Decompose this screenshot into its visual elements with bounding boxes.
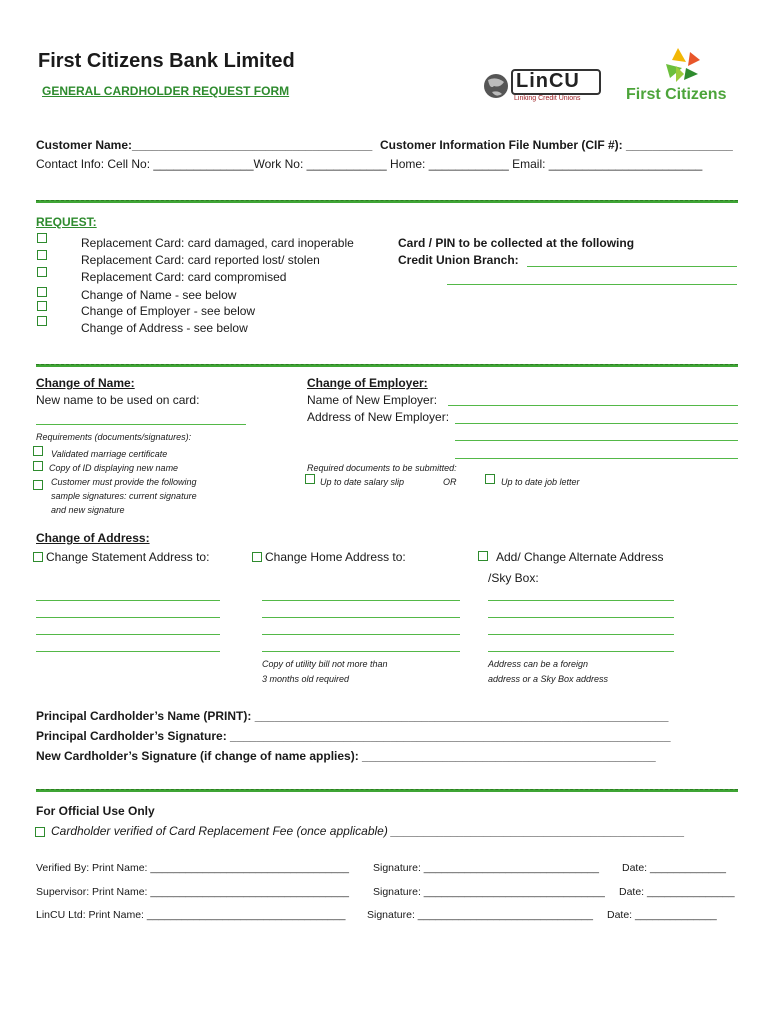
home-address-line[interactable] <box>262 600 460 601</box>
home-address-checkbox[interactable] <box>252 552 262 562</box>
lincu-logo <box>482 66 604 106</box>
salary-slip-checkbox[interactable] <box>305 474 315 484</box>
lincu-signature[interactable]: Signature: ______________________________ <box>367 909 593 921</box>
home-address-line[interactable] <box>262 634 460 635</box>
request-checkbox[interactable] <box>37 250 47 260</box>
contact-info-field[interactable]: Contact Info: Cell No: _______________Work No: ____________ Home: ____________ Email: _______________________ <box>36 157 703 171</box>
statement-address-line[interactable] <box>36 600 220 601</box>
home-address-line[interactable] <box>262 651 460 652</box>
employer-docs-label: Required documents to be submitted: <box>307 463 457 473</box>
statement-address-option[interactable] <box>33 550 209 564</box>
address-change-heading: Change of Address: <box>36 531 150 545</box>
lincu-wordmark: LinCU <box>516 70 580 92</box>
lincu-date[interactable]: Date: ______________ <box>607 909 717 921</box>
statement-address-line[interactable] <box>36 617 220 618</box>
request-option: Replacement Card: card reported lost/ stolen <box>81 253 320 267</box>
supervisor-field[interactable]: Supervisor: Print Name: __________________________________ <box>36 886 349 898</box>
alternate-address-label-cont: /Sky Box: <box>488 571 539 585</box>
employer-change-heading: Change of Employer: <box>307 376 428 390</box>
requirement-checkbox[interactable] <box>33 461 43 471</box>
new-name-label: New name to be used on card: <box>36 393 200 407</box>
first-citizens-wordmark: First Citizens <box>626 86 727 103</box>
form-title: GENERAL CARDHOLDER REQUEST FORM <box>42 84 290 98</box>
or-label: OR <box>443 477 457 487</box>
lincu-field[interactable]: LinCU Ltd: Print Name: __________________________________ <box>36 909 346 921</box>
salary-slip-label: Up to date salary slip <box>320 477 405 487</box>
supervisor-date[interactable]: Date: _______________ <box>619 886 735 898</box>
job-letter-checkbox[interactable] <box>485 474 495 484</box>
alternate-address-line[interactable] <box>488 617 674 618</box>
name-change-heading: Change of Name: <box>36 376 135 390</box>
employer-address-line[interactable] <box>455 440 738 441</box>
request-option: Change of Employer - see below <box>81 304 256 318</box>
cif-field[interactable]: Customer Information File Number (CIF #): ________________ <box>380 138 733 152</box>
alternate-address-line[interactable] <box>488 651 674 652</box>
request-option: Change of Address - see below <box>81 321 248 335</box>
request-checkbox[interactable] <box>37 233 47 243</box>
requirement-item: and new signature <box>51 505 125 515</box>
alternate-address-checkbox[interactable] <box>478 551 488 561</box>
requirement-checkbox[interactable] <box>33 480 43 490</box>
official-use-heading: For Official Use Only <box>36 804 155 818</box>
employer-address-line[interactable] <box>455 458 738 459</box>
statement-address-checkbox[interactable] <box>33 552 43 562</box>
home-address-note: 3 months old required <box>262 674 350 684</box>
new-name-line[interactable] <box>36 424 246 425</box>
request-option: Replacement Card: card compromised <box>81 270 287 284</box>
section-divider <box>36 789 738 792</box>
request-option: Change of Name - see below <box>81 288 237 302</box>
employer-name-line[interactable] <box>448 405 738 406</box>
request-option: Replacement Card: card damaged, card inoperable <box>81 236 354 250</box>
branch-line[interactable] <box>527 266 737 267</box>
home-address-note: Copy of utility bill not more than <box>262 659 388 669</box>
home-address-line[interactable] <box>262 617 460 618</box>
requirement-item: Validated marriage certificate <box>51 449 168 459</box>
requirement-item: sample signatures: current signature <box>51 491 197 501</box>
alternate-address-line[interactable] <box>488 600 674 601</box>
new-cardholder-signature-field[interactable]: New Cardholder’s Signature (if change of name applies): ____________________________________________ <box>36 749 656 763</box>
home-address-option[interactable] <box>252 550 406 564</box>
pickup-label: Card / PIN to be collected at the following <box>398 236 635 250</box>
statement-address-label: Change Statement Address to: <box>46 550 210 564</box>
verified-by-signature[interactable]: Signature: ______________________________ <box>373 862 599 874</box>
requirements-label: Requirements (documents/signatures): <box>36 432 192 442</box>
section-divider <box>36 364 738 367</box>
request-heading: REQUEST: <box>36 215 97 229</box>
alternate-address-note: Address can be a foreign <box>488 659 589 669</box>
employer-address-line[interactable] <box>455 423 738 424</box>
branch-line[interactable] <box>447 284 737 285</box>
requirement-item: Copy of ID displaying new name <box>49 463 179 473</box>
alternate-address-note: address or a Sky Box address <box>488 674 609 684</box>
fee-verified-label: Cardholder verified of Card Replacement Fee (once applicable) ____________________________________________ <box>51 824 685 838</box>
section-divider <box>36 200 738 203</box>
requirement-item: Customer must provide the following <box>51 477 197 487</box>
employer-address-label: Address of New Employer: <box>307 410 450 424</box>
principal-name-field[interactable]: Principal Cardholder’s Name (PRINT): ______________________________________________________________ <box>36 709 669 723</box>
bank-name: First Citizens Bank Limited <box>38 50 295 72</box>
statement-address-line[interactable] <box>36 634 220 635</box>
branch-label: Credit Union Branch: <box>398 253 519 267</box>
alternate-address-line[interactable] <box>488 634 674 635</box>
request-checkbox[interactable] <box>37 301 47 311</box>
pinwheel-icon <box>626 42 736 86</box>
request-checkbox[interactable] <box>37 267 47 277</box>
principal-signature-field[interactable]: Principal Cardholder’s Signature: __________________________________________________________________ <box>36 729 671 743</box>
employer-name-label: Name of New Employer: <box>307 393 438 407</box>
fee-verified-checkbox[interactable] <box>35 827 45 837</box>
supervisor-signature[interactable]: Signature: _______________________________ <box>373 886 605 898</box>
statement-address-line[interactable] <box>36 651 220 652</box>
verified-by-field[interactable]: Verified By: Print Name: __________________________________ <box>36 862 349 874</box>
home-address-label: Change Home Address to: <box>265 550 406 564</box>
lincu-tagline: Linking Credit Unions <box>514 95 581 102</box>
verified-by-date[interactable]: Date: _____________ <box>622 862 726 874</box>
customer-name-field[interactable]: Customer Name:____________________________________ <box>36 138 373 152</box>
job-letter-label: Up to date job letter <box>501 477 580 487</box>
request-checkbox[interactable] <box>37 316 47 326</box>
request-checkbox[interactable] <box>37 287 47 297</box>
first-citizens-logo <box>626 42 736 108</box>
requirement-checkbox[interactable] <box>33 446 43 456</box>
alternate-address-label: Add/ Change Alternate Address <box>496 550 664 564</box>
